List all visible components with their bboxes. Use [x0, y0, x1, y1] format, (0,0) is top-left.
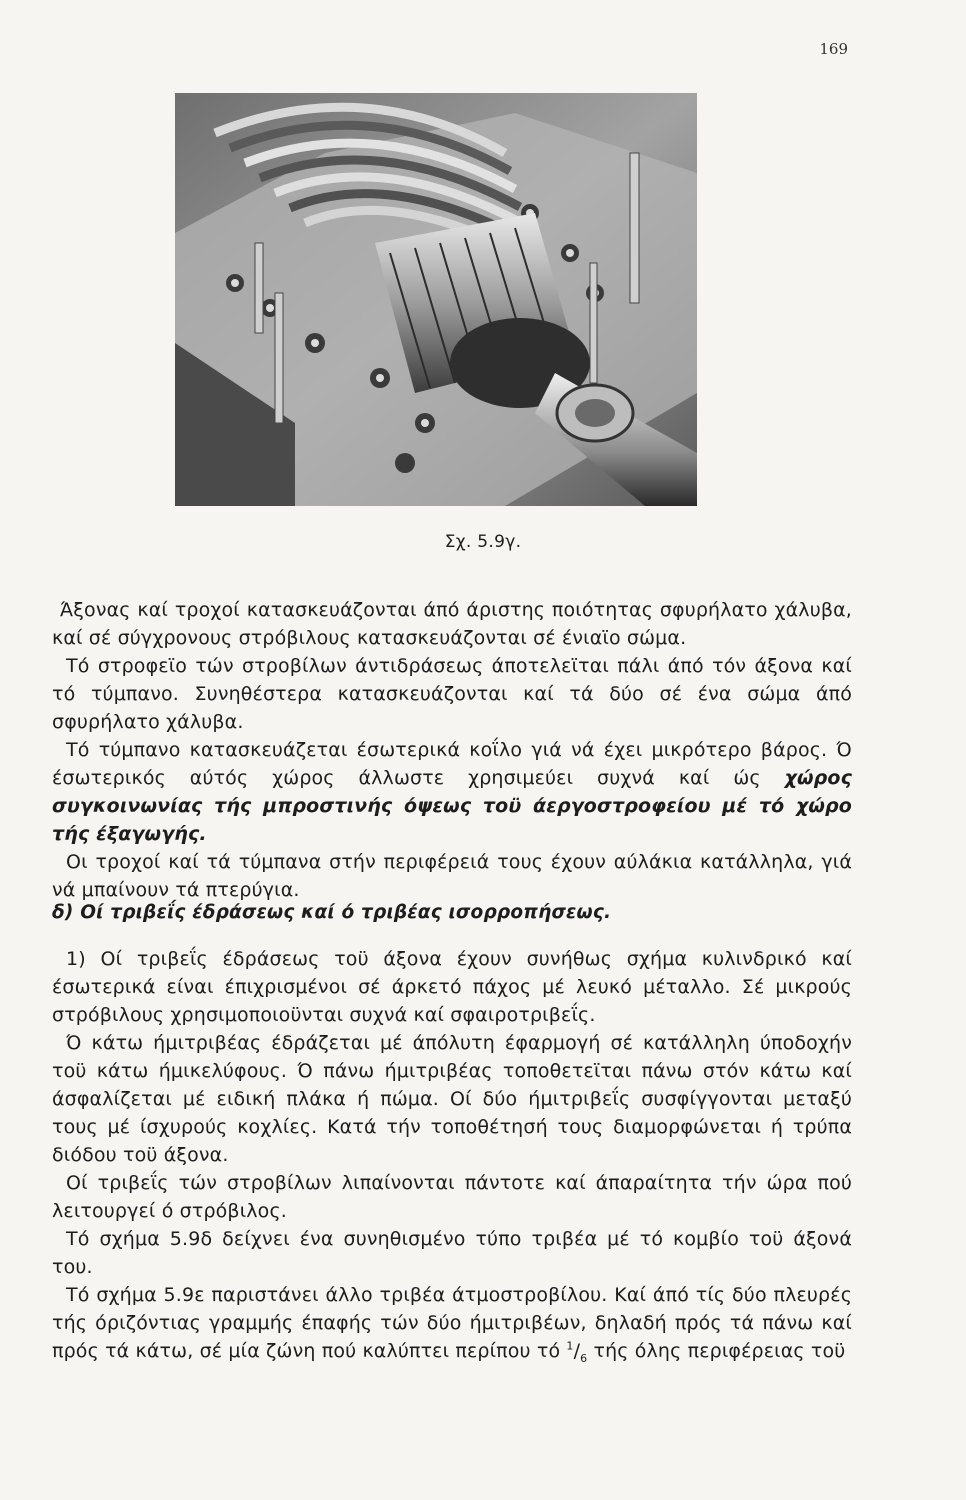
turbine-rotor-photo [175, 93, 697, 506]
section-heading: δ) Οί τριβεΐς έδράσεως καί ό τριβέας ισορροπήσεως. [52, 902, 612, 923]
body-section-1 [52, 596, 852, 904]
paragraph: Τό σχήμα 5.9δ δείχνει ένα συνηθισμένο τύπο τριβέα μέ τό κομβίο τοϋ άξονά του. [52, 1228, 852, 1278]
paragraph: Ό κάτω ήμιτριβέας έδράζεται μέ άπόλυτη έφαρμογή σέ κατάλληλη ύποδοχήν τοϋ κάτω ήμικελύφους. Ό πάνω ήμιτριβέας τοποθετεϊται πάνω στόν κάτω καί άσφαλίζεται μέ ειδική πλάκα ή πώμα. Οί δύο ήμιτριβεΐς συσφίγγονται μεταξύ τους μέ ίσχυρούς κοχλίες. Κατά τήν τοποθέτησή τους διαμορφώνεται ή τρύπα διόδου τοϋ άξονα. [52, 1032, 852, 1166]
emphasized-text: χώρος συγκοινωνίας τής μπροστινής όψεως τοϋ άεργοστροφείου μέ τό χώρο τής έξαγωγής. [52, 767, 852, 845]
paragraph: Τό στροφεϊο τών στροβίλων άντιδράσεως άποτελεϊται πάλι άπό τόν άξονα καί τό τύμπανο. Συνηθέστερα κατασκευάζονται καί τά δύο σέ ένα σώμα άπό σφυρήλατο χάλυβα. [52, 655, 852, 733]
page-number: 169 [819, 40, 848, 58]
figure-caption: Σχ. 5.9γ. [444, 532, 522, 552]
paragraph-text: τής όλης περιφέρειας τοϋ [587, 1340, 846, 1362]
paragraph-text: Τό σχήμα 5.9ε παριστάνει άλλο τριβέα άτμοστροβίλου. Καί άπό τίς δύο πλευρές τής όριζόντιας γραμμής έπαφής τών δύο ήμιτριβέων, δηλαδή πρός τά πάνω καί πρός τά κάτω, σέ μία ζώνη πού καλύπτει περίπου τό [52, 1284, 852, 1362]
paragraph: Οι τροχοί καί τά τύμπανα στήν περιφέρειά τους έχουν αύλάκια κατάλληλα, γιά νά μπαίνουν τά πτερύγια. [52, 851, 852, 901]
paragraph: 1) Οί τριβεΐς έδράσεως τοϋ άξονα έχουν συνήθως σχήμα κυλινδρικό καί έσωτερικά είναι έπιχρισμένοι σέ άρκετό πάχος μέ λευκό μέταλλο. Σέ μικρούς στρόβιλους χρησιμοποιοϋνται συχνά καί σφαιροτριβεΐς. [52, 948, 852, 1026]
paragraph [52, 736, 852, 848]
fraction-numerator: 1 [566, 1339, 574, 1353]
paragraph: Τό σχήμα 5.9ε παριστάνει άλλο τριβέα άτμοστροβίλου. Καί άπό τίς δύο πλευρές τής όριζόντιας γραμμής έπαφής τών δύο ήμιτριβέων, δηλαδή πρός τά πάνω καί πρός τά κάτω, σέ μία ζώνη πού καλύπτει περίπου τό $^1/_6$ τής όλης περιφέρειας τοϋ [52, 1284, 852, 1365]
body-section-2 [52, 945, 852, 1365]
paragraph: Άξονας καί τροχοί κατασκευάζονται άπό άριστης ποιότητας σφυρήλατο χάλυβα, καί σέ σύγχρονους στρόβιλους κατασκευάζονται σέ ένιαϊο σώμα. [52, 599, 852, 649]
fraction-denominator: 6 [580, 1351, 588, 1365]
paragraph-text: Τό τύμπανο κατασκευάζεται έσωτερικά κοΐλο γιά νά έχει μικρότερο βάρος. Ό έσωτερικός αύτός χώρος άλλωστε χρησιμεύει συχνά καί ώς [52, 739, 852, 789]
paragraph: Οί τριβεΐς τών στροβίλων λιπαίνονται πάντοτε καί άπαραίτητα τήν ώρα πού λειτουργεί ό στρόβιλος. [52, 1172, 852, 1222]
